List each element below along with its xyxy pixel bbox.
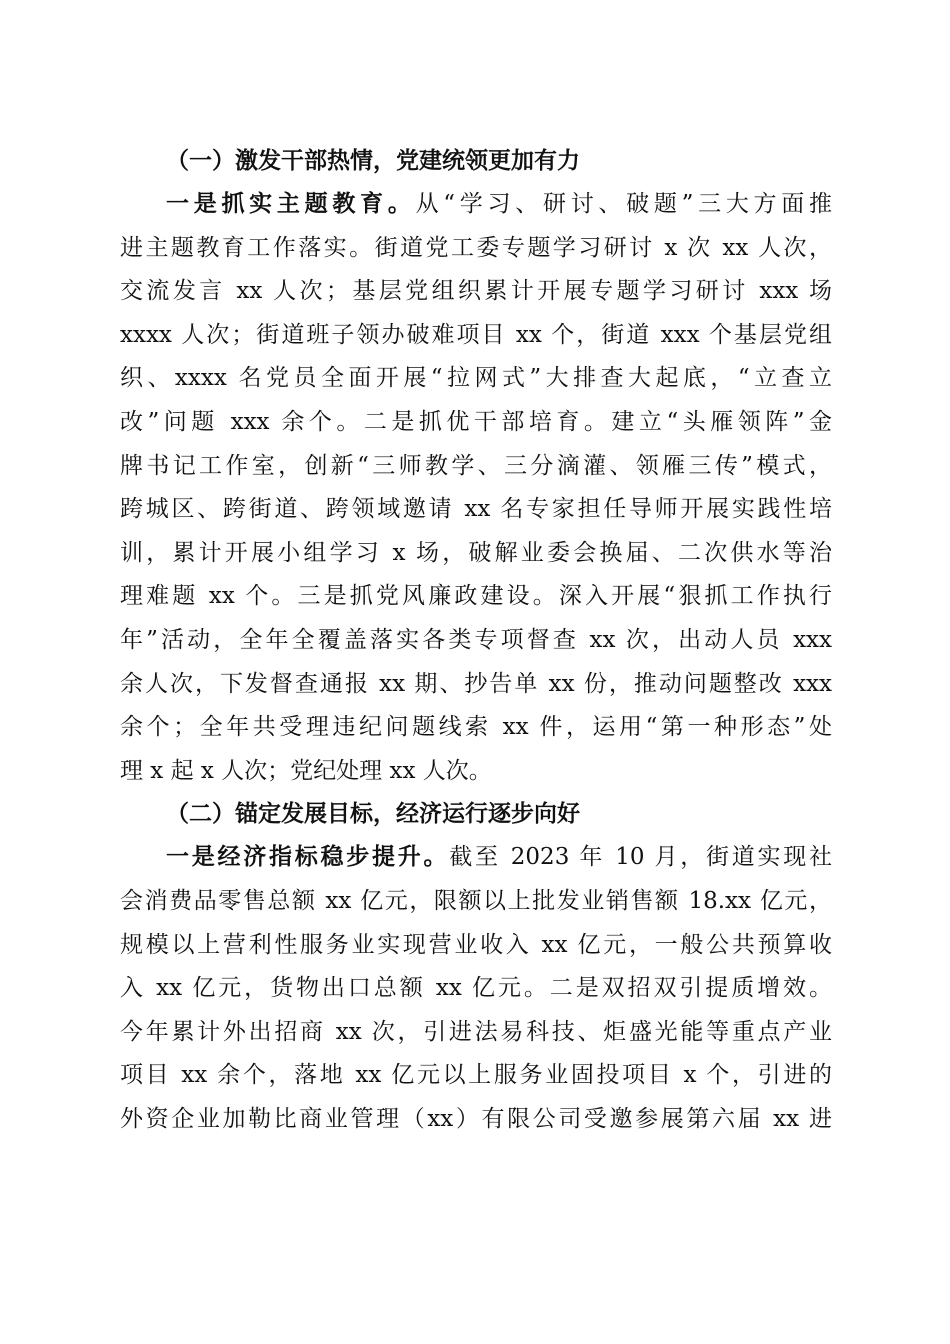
paragraph-line: 余个；全年共受理违纪问题线索 xx 件，运用“第一种形态”处 [120, 714, 832, 741]
paragraph-line: 跨城区、跨街道、跨领域邀请 xx 名专家担任导师开展实践性培 [120, 496, 832, 523]
paragraph-line: 理 x 起 x 人次；党纪处理 xx 人次。 [120, 757, 492, 784]
paragraph-line: 一是抓实主题教育。从“学习、研讨、破题”三大方面推 [166, 190, 832, 217]
paragraph-line: 进主题教育工作落实。街道党工委专题学习研讨 x 次 xx 人次， [120, 234, 832, 261]
paragraph-line: 项目 xx 余个，落地 xx 亿元以上服务业固投项目 x 个，引进的 [120, 1062, 832, 1089]
paragraph-line: 外资企业加勒比商业管理（xx）有限公司受邀参展第六届 xx 进 [120, 1105, 832, 1132]
paragraph-line: xxxx 人次；街道班子领办破难项目 xx 个，街道 xxx 个基层党组 [120, 321, 832, 348]
section-heading-2: （二）锚定发展目标，经济运行逐步向好 [166, 800, 580, 828]
paragraph-line: 今年累计外出招商 xx 次，引进法易科技、炬盛光能等重点产业 [120, 1018, 832, 1045]
paragraph-line: 织、xxxx 名党员全面开展“拉网式”大排查大起底，“立查立 [120, 365, 832, 392]
document-body [120, 140, 832, 1141]
paragraph-line: 会消费品零售总额 xx 亿元，限额以上批发业销售额 18.xx 亿元， [120, 887, 832, 914]
paragraph-line: 训，累计开展小组学习 x 场，破解业委会换届、二次供水等治 [120, 539, 832, 566]
paragraph-line: 年”活动，全年全覆盖落实各类专项督查 xx 次，出动人员 xxx [120, 626, 832, 653]
section-heading-1: （一）激发干部热情，党建统领更加有力 [166, 147, 580, 174]
paragraph-line: 一是经济指标稳步提升。截至 2023 年 10 月，街道实现社 [166, 843, 832, 871]
paragraph-lead: 一是抓实主题教育。 [166, 190, 416, 217]
paragraph-line: 改”问题 xxx 余个。二是抓优干部培育。建立“头雁领阵”金 [120, 408, 832, 435]
paragraph-line: 牌书记工作室，创新“三师教学、三分滴灌、领雁三传”模式， [120, 452, 832, 479]
paragraph-line: 理难题 xx 个。三是抓党风廉政建设。深入开展“狠抓工作执行 [120, 583, 832, 610]
section-paragraph-1 [120, 182, 832, 793]
paragraph-line: 入 xx 亿元，货物出口总额 xx 亿元。二是双招双引提质增效。 [120, 975, 832, 1002]
paragraph-line: 交流发言 xx 人次；基层党组织累计开展专题学习研讨 xxx 场 [120, 278, 832, 305]
paragraph-line: 规模以上营利性服务业实现营业收入 xx 亿元，一般公共预算收 [120, 931, 832, 958]
section-paragraph-2 [120, 835, 832, 1141]
paragraph-line: 余人次，下发督查通报 xx 期、抄告单 xx 份，推动问题整改 xxx [120, 670, 832, 697]
paragraph-lead: 一是经济指标稳步提升。 [166, 843, 450, 871]
